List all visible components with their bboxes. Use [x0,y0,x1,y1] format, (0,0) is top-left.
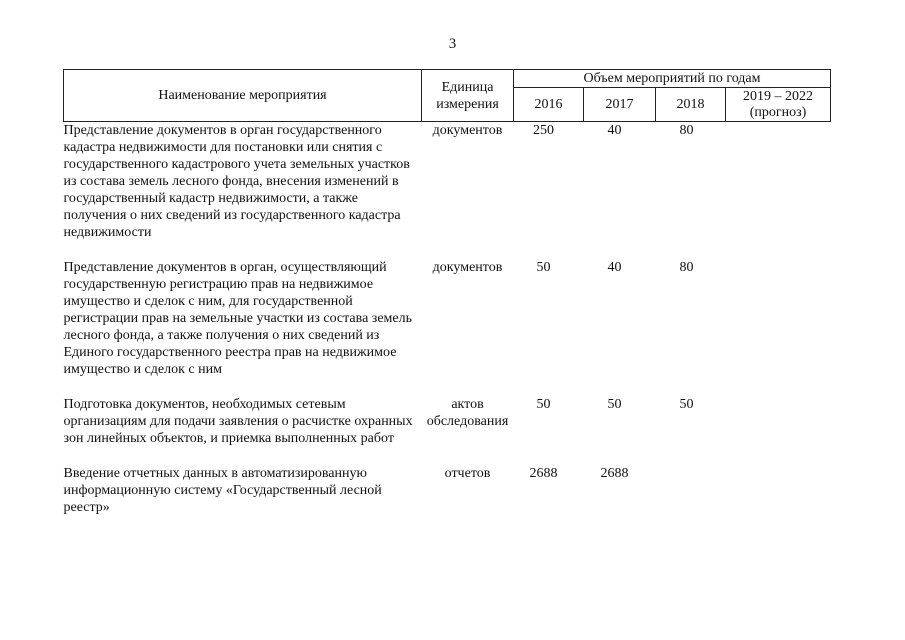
cell-2016 [514,465,584,516]
header-unit: Единица измерения [422,70,514,122]
header-year-2018: 2018 [656,88,726,122]
cell-2016 [514,396,584,465]
header-volume-group: Объем мероприятий по годам [514,70,831,88]
header-year-2016: 2016 [514,88,584,122]
table-row [64,122,831,260]
cell-2018 [656,122,726,260]
value-2016: 2688 [529,466,558,481]
cell-2017 [584,122,656,260]
cell-2018 [656,259,726,396]
row-unit: актов обследования [426,397,509,429]
value-2017: 40 [607,123,622,138]
header-name: Наименование мероприятия [64,70,422,122]
cell-2017 [584,396,656,465]
cell-2017 [584,465,656,516]
table-row [64,259,831,396]
cell-2019-2022 [726,122,831,260]
value-2016: 50 [536,260,551,275]
header-year-2019-2022: 2019 – 2022 (прогноз) [726,88,831,122]
header-year-2017: 2017 [584,88,656,122]
value-2018: 80 [679,260,694,275]
cell-2016 [514,259,584,396]
value-2018: 80 [679,123,694,138]
cell-2019-2022 [726,396,831,465]
row-unit: документов [432,123,503,138]
value-2017: 40 [607,260,622,275]
cell-2017 [584,259,656,396]
value-2016: 250 [533,123,554,138]
value-2017: 50 [607,397,622,412]
cell-2016 [514,122,584,260]
value-2017: 2688 [600,466,629,481]
table-row [64,396,831,465]
row-name: Представление документов в орган, осуществляющий государственную регистрацию прав на недвижимое имущество и сделок с ним, для государственной регистрации прав на земельные участки из состава земель лесного фонда, а также получения о них сведений из Единого государственного реестра прав на недвижимое имущество и сделок с ним [63,260,412,377]
page-number: 3 [448,36,457,52]
cell-2018 [656,465,726,516]
row-name: Представление документов в орган государственного кадастра недвижимости для постановки или снятия с государственного кадастрового учета земельных участков из состава земель лесного фонда, внесения изменений в государственный кадастр недвижимости, а также получения о них сведений из государственного кадастра недвижимости [63,123,410,240]
row-unit: отчетов [444,466,491,481]
row-unit: документов [432,260,503,275]
cell-2019-2022 [726,465,831,516]
table-header [64,70,831,122]
row-name: Введение отчетных данных в автоматизированную информационную систему «Государственный лесной реестр» [63,466,382,515]
activities-table [63,69,831,516]
cell-2019-2022 [726,259,831,396]
value-2018: 50 [679,397,694,412]
table-body [64,122,831,517]
value-2016: 50 [536,397,551,412]
table-row [64,465,831,516]
row-name: Подготовка документов, необходимых сетевым организациям для подачи заявления о расчистке охранных зон линейных объектов, и приемка выполненных работ [63,397,413,446]
cell-2018 [656,396,726,465]
